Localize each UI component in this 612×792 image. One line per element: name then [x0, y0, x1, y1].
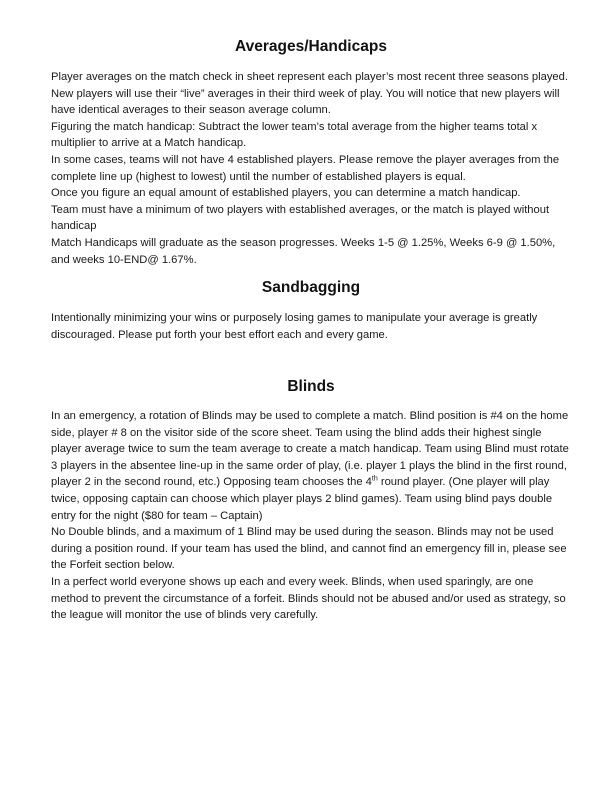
blinds-paragraph-3: In a perfect world everyone shows up each and every week. Blinds, when used sparingly, are one method to prevent the circumstance of a forfeit. Blinds should not be abused and/or used as strategy, so the league will monitor the use of blinds very carefully. [51, 575, 566, 622]
averages-paragraph-6: Match Handicaps will graduate as the season progresses. Weeks 1-5 @ 1.25%, Weeks 6-9 @ 1.50%, and weeks 10-END@ 1.67%. [51, 236, 556, 266]
averages-heading: Averages/Handicaps [235, 38, 387, 55]
blinds-p1-text-a: In an emergency, a rotation of Blinds may be used to complete a match. Blind position is #4 on the home side, player # 8 on the visitor side of the score sheet. Team using the blind adds their highest single player average twice to sum the team average to create a match handicap. Team using Blind must rotate 3 players in the absentee line-up in the same order of play, (i.e. player 1 plays the blind in the first round, player 2 in the second round, etc.) Opposing team chooses the 4 [51, 410, 569, 489]
sandbagging-body [51, 310, 573, 343]
averages-paragraph-5: Team must have a minimum of two players with established averages, or the match is played without handicap [51, 203, 550, 233]
blinds-paragraph-1 [51, 408, 573, 524]
blinds-heading: Blinds [287, 378, 335, 395]
blinds-p1-superscript: th [371, 475, 378, 483]
averages-paragraph-2: Figuring the match handicap: Subtract the lower team’s total average from the higher teams total x multiplier to arrive at a Match handicap. [51, 120, 538, 150]
averages-paragraph-3: In some cases, teams will not have 4 established players. Please remove the player averages from the complete line up (highest to lowest) until the number of established players is equal. [51, 153, 560, 183]
sandbagging-heading: Sandbagging [261, 279, 361, 296]
sandbagging-paragraph-1: Intentionally minimizing your wins or purposely losing games to manipulate your average is greatly discouraged. Please put forth your best effort each and every game. [51, 312, 538, 341]
blinds-paragraph-2: No Double blinds, and a maximum of 1 Blind may be used during the season. Blinds may not be used during a position round. If your team has used the blind, and cannot find an emergency fill in, please see the Forfeit section below. [51, 526, 567, 572]
blinds-p1-text-b: round player. (One player will play twice, opposing captain can choose which player plays 2 blind games). Team using blind pays double entry for the night ($80 for team – Captain) [51, 476, 553, 522]
averages-body [51, 69, 573, 268]
blinds-body [51, 408, 573, 624]
averages-paragraph-4: Once you figure an equal amount of established players, you can determine a match handicap. [51, 187, 521, 200]
averages-paragraph-1: Player averages on the match check in sheet represent each player’s most recent three seasons played. New players will use their “live” averages in their third week of play. You will notice that new players will have identical averages to their season average column. [51, 71, 568, 117]
